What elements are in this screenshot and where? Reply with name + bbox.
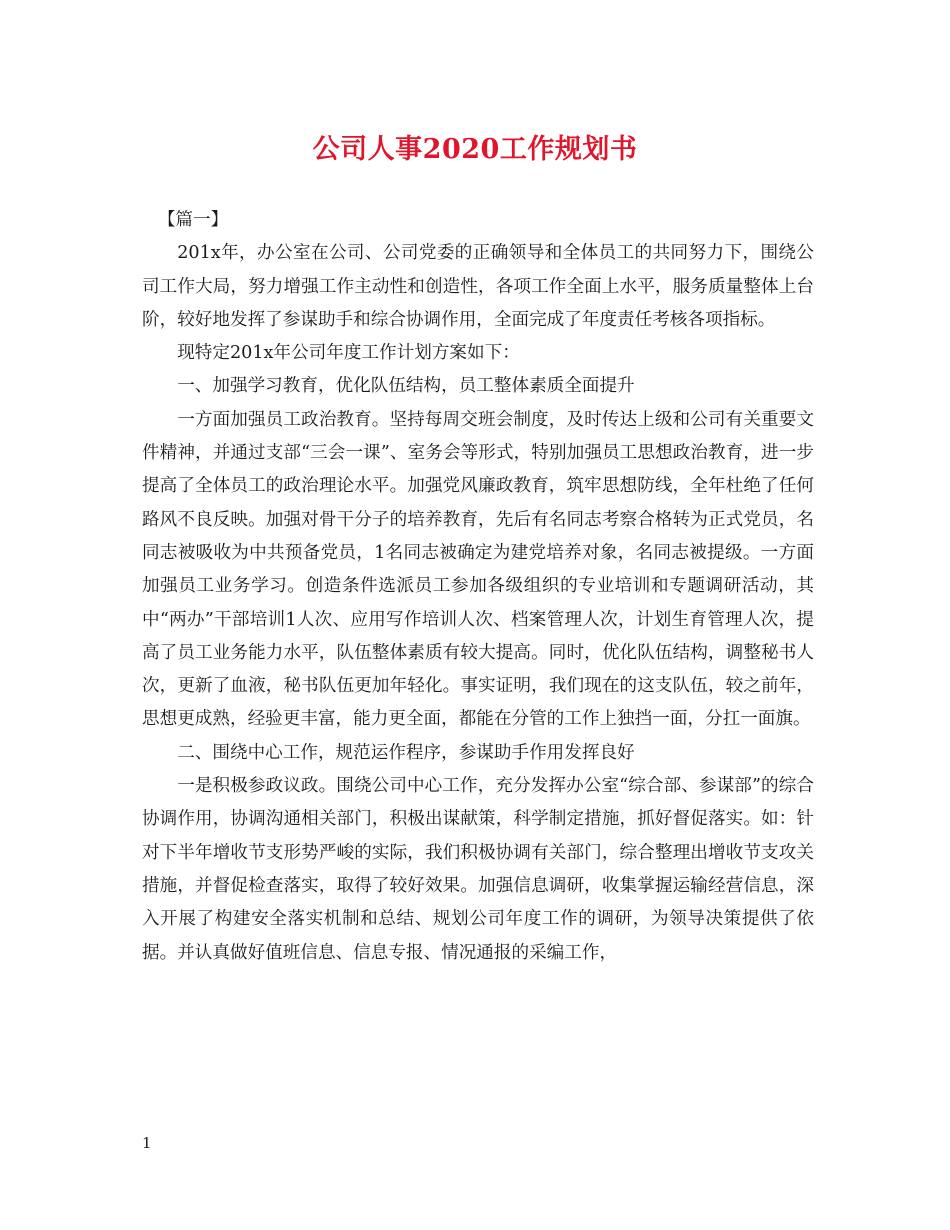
paragraph: 一是积极参政议政。围绕公司中心工作，充分发挥办公室“综合部、参谋部”的综合协调作用，协调沟通相关部门，积极出谋献策，科学制定措施，抓好督促落实。如：针对下半年增收节支形势严峻的实际，我们积极协调有关部门，综合整理出增收节支攻关措施，并督促检查落实，取得了较好效果。加强信息调研，收集掌握运输经营信息，深入开展了构建安全落实机制和总结、规划公司年度工作的调研，为领导决策提供了依据。并认真做好值班信息、信息专报、情况通报的采编工作， [142,776,814,963]
paragraph: 现特定201x年公司年度工作计划方案如下： [177,343,520,364]
paragraph: 一方面加强员工政治教育。坚持每周交班会制度，及时传达上级和公司有关重要文件精神，并通过支部“三会一课”、室务会等形式，特别加强员工思想政治教育，进一步提高了全体员工的政治理论水平。加强党风廉政教育，筑牢思想防线，全年杜绝了任何路风不良反映。加强对骨干分子的培养教育，先后有名同志考察合格转为正式党员，名同志被吸收为中共预备党员，1名同志被确定为建党培养对象，名同志被提级。一方面加强员工业务学习。创造条件选派员工参加各级组织的专业培训和专题调研活动，其中“两办”干部培训1人次、应用写作培训人次、档案管理人次，计划生育管理人次，提高了员工业务能力水平，队伍整体素质有较大提高。同时，优化队伍结构，调整秘书人次，更新了血液，秘书队伍更加年轻化。事实证明，我们现在的这支队伍，较之前年，思想更成熟，经验更丰富，能力更全面，都能在分管的工作上独挡一面，分扛一面旗。 [142,409,814,730]
section-subheading: 二、围绕中心工作，规范运作程序，参谋助手作用发挥良好 [177,742,635,763]
section-heading: 【篇一】 [157,210,229,230]
page-number: 1 [142,1134,152,1152]
section-subheading: 一、加强学习教育，优化队伍结构，员工整体素质全面提升 [177,376,635,397]
paragraph: 201x年，办公室在公司、公司党委的正确领导和全体员工的共同努力下，围绕公司工作大局，努力增强工作主动性和创造性，各项工作全面上水平，服务质量整体上台阶，较好地发挥了参谋助手和综合协调作用，全面完成了年度责任考核各项指标。 [142,243,814,330]
document-title: 公司人事2020工作规划书 [312,134,638,165]
document-body [142,204,814,970]
